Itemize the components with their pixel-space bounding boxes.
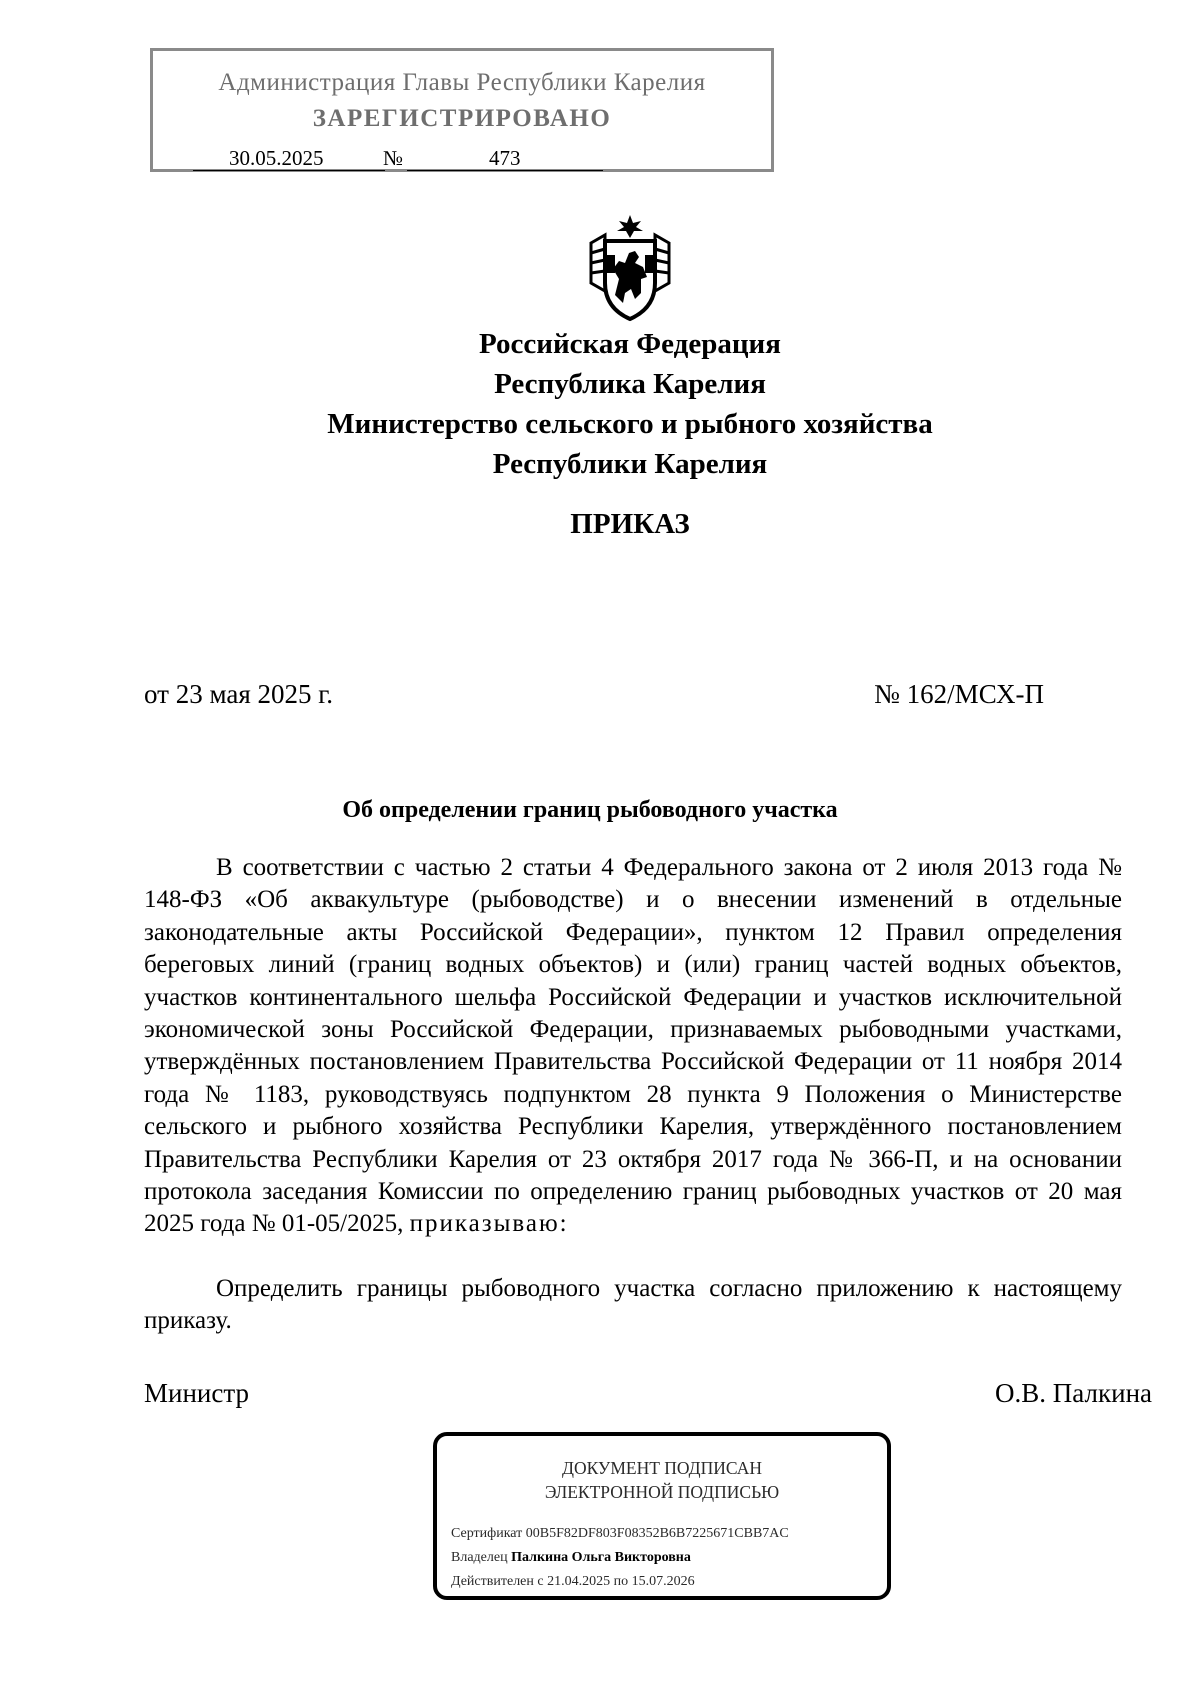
header-country: Российская Федерация bbox=[479, 328, 781, 360]
stamp-organization: Администрация Главы Республики Карелия bbox=[218, 69, 706, 96]
esign-certificate bbox=[451, 1526, 789, 1542]
esign-certificate-label: Сертификат bbox=[451, 1526, 523, 1541]
body-paragraph-2 bbox=[144, 1273, 1122, 1338]
order-date: от 23 мая 2025 г. bbox=[144, 679, 334, 709]
body-paragraph-1-text: В соответствии с частью 2 статьи 4 Федерального закона от 2 июля 2013 года № 148-ФЗ «Об аквакультуре (рыбоводстве) и о внесении изменений в отдельные законодательные акты Российской Федерации», пунктом 12 Правил определения береговых линий (границ водных объектов) и (или) границ частей водных объектов, участков континентального шельфа Российской Федерации и участков исключительной экономической зоны Российской Федерации, признаваемых рыбоводными участками, утверждённых постановлением Правительства Российской Федерации от 11 ноября 2014 года № 1183, руководствуясь подпунктом 28 пункта 9 Положения о Министерстве сельского и рыбного хозяйства Республики Карелия, утверждённого постановлением Правительства Республики Карелия от 23 октября 2017 года № 366-П, и на основании протокола заседания Комиссии по определению границ рыбоводных участков от 20 мая 2025 года № 01-05/2025, bbox=[144, 854, 1122, 1238]
signer-name: О.В. Палкина bbox=[995, 1378, 1152, 1408]
stamp-status: ЗАРЕГИСТРИРОВАНО bbox=[312, 105, 612, 132]
esign-title bbox=[437, 1456, 887, 1504]
body-order-verb: приказываю: bbox=[409, 1210, 569, 1238]
esign-valid-to: 15.07.2026 bbox=[631, 1574, 695, 1589]
esign-title-line-2: ЭЛЕКТРОННОЙ ПОДПИСЬЮ bbox=[544, 1482, 780, 1502]
esign-valid-to-label: по bbox=[613, 1574, 629, 1589]
order-number: № 162/МСХ-П bbox=[874, 679, 1044, 709]
karelia-coat-of-arms-icon bbox=[585, 213, 675, 323]
order-subject: Об определении границ рыбоводного участка bbox=[342, 797, 838, 823]
header-republic: Республика Карелия bbox=[494, 368, 766, 400]
stamp-number: 473 bbox=[489, 146, 521, 170]
signer-title: Министр bbox=[144, 1378, 249, 1408]
esign-valid-from: 21.04.2025 bbox=[547, 1574, 611, 1589]
stamp-number-sign: № bbox=[383, 146, 404, 170]
esign-valid-label: Действителен с bbox=[451, 1574, 544, 1589]
esign-owner-label: Владелец bbox=[451, 1550, 508, 1565]
electronic-signature-stamp bbox=[433, 1432, 891, 1600]
esign-owner-value: Палкина Ольга Викторовна bbox=[511, 1550, 691, 1565]
header-ministry-region: Республики Карелия bbox=[492, 448, 768, 480]
body-paragraph-1 bbox=[144, 852, 1122, 1241]
document-type: ПРИКАЗ bbox=[570, 508, 690, 540]
esign-owner bbox=[451, 1550, 691, 1566]
stamp-date: 30.05.2025 bbox=[229, 146, 324, 170]
esign-certificate-value: 00B5F82DF803F08352B6B7225671CBB7AC bbox=[525, 1526, 789, 1541]
body-paragraph-2-text: Определить границы рыбоводного участка согласно приложению к настоящему приказу. bbox=[144, 1275, 1122, 1335]
esign-title-line-1: ДОКУМЕНТ ПОДПИСАН bbox=[562, 1458, 762, 1478]
esign-validity bbox=[451, 1574, 695, 1590]
registration-stamp bbox=[150, 48, 774, 172]
header-ministry: Министерство сельского и рыбного хозяйства bbox=[327, 408, 933, 440]
